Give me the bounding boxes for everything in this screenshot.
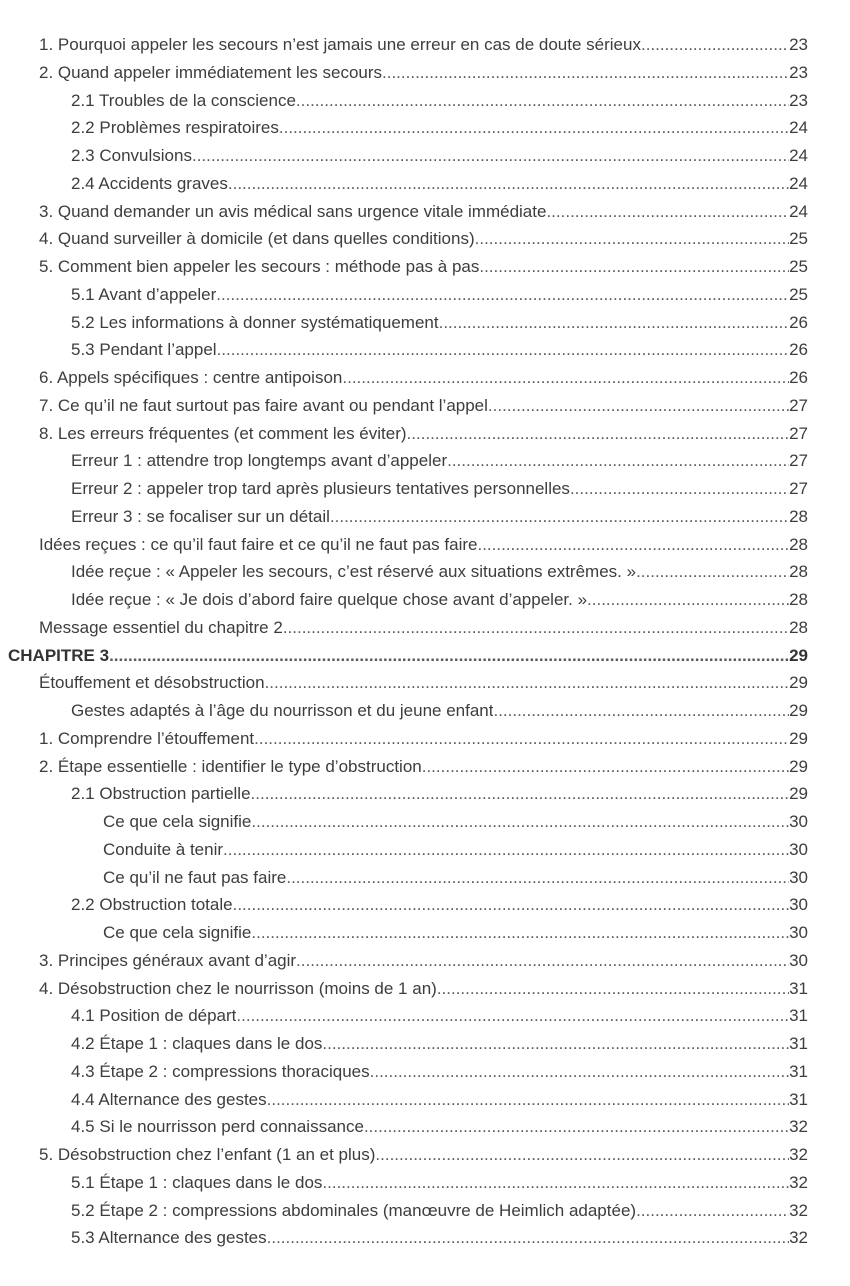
toc-entry[interactable] <box>0 198 850 226</box>
toc-entry-title: 3. Quand demander un avis médical sans urgence vitale immédiate <box>39 201 547 221</box>
toc-entry-title: 5. Désobstruction chez l’enfant (1 an et plus) <box>39 1145 376 1164</box>
toc-entry-title: 5.3 Pendant l’appel <box>71 340 217 360</box>
toc-entry[interactable] <box>0 87 850 115</box>
dot-leader <box>283 614 789 642</box>
dot-leader <box>251 919 789 947</box>
dot-leader <box>296 87 789 115</box>
toc-entry-title: 5.2 Étape 2 : compressions abdominales (manœuvre de Heimlich adaptée) <box>71 1200 637 1220</box>
toc-entry-page-number: 30 <box>789 812 808 831</box>
dot-leader <box>216 281 789 309</box>
toc-entry[interactable] <box>0 170 850 198</box>
dot-leader <box>587 586 789 614</box>
toc-entry-page-number: 31 <box>789 1006 808 1026</box>
toc-entry-title: Gestes adaptés à l’âge du nourrisson et du jeune enfant <box>71 701 494 720</box>
toc-entry-page-number: 32 <box>789 1200 808 1220</box>
toc-entry[interactable] <box>0 1113 850 1141</box>
toc-entry-title: 5.2 Les informations à donner systématiquement <box>71 312 439 332</box>
toc-entry-title: 2.2 Obstruction totale <box>71 895 233 915</box>
toc-entry-page-number: 28 <box>789 562 808 582</box>
toc-entry-page-number: 30 <box>789 950 808 970</box>
toc-entry-page-number: 24 <box>789 173 808 193</box>
dot-leader <box>370 1058 789 1086</box>
toc-entry-title: 2. Étape essentielle : identifier le type d’obstruction <box>39 756 422 776</box>
toc-entry-page-number: 31 <box>789 978 808 998</box>
toc-entry-page-number: 25 <box>789 284 808 304</box>
toc-entry[interactable] <box>0 725 850 753</box>
dot-leader <box>296 947 789 975</box>
dot-leader <box>641 31 789 59</box>
toc-entry-page-number: 32 <box>789 1228 808 1248</box>
toc-entry-title: 5.1 Avant d’appeler <box>71 284 217 304</box>
toc-entry-page-number: 24 <box>789 201 808 221</box>
dot-leader <box>636 1197 789 1225</box>
toc-entry-title: Idées reçues : ce qu’il faut faire et ce qu’il ne faut pas faire <box>39 534 478 554</box>
toc-entry-title: Erreur 1 : attendre trop longtemps avant d’appeler <box>71 451 448 471</box>
toc-chapter-heading[interactable] <box>0 642 850 670</box>
dot-leader <box>570 475 789 503</box>
dot-leader <box>330 503 789 531</box>
dot-leader <box>322 1169 789 1197</box>
toc-entry-page-number: 31 <box>789 1034 808 1053</box>
toc-entry[interactable] <box>0 364 850 392</box>
toc-entry-page-number: 32 <box>789 1172 808 1192</box>
toc-entry[interactable] <box>0 503 850 531</box>
dot-leader <box>342 364 789 392</box>
toc-entry-page-number: 26 <box>789 340 808 360</box>
toc-entry[interactable] <box>0 753 850 781</box>
dot-leader <box>322 1030 789 1058</box>
dot-leader <box>364 1113 789 1141</box>
toc-entry[interactable] <box>0 891 850 919</box>
toc-entry[interactable] <box>0 697 850 725</box>
toc-entry-title: 4.5 Si le nourrisson perd connaissance <box>71 1117 364 1137</box>
toc-entry-title: Idée reçue : « Je dois d’abord faire quelque chose avant d’appeler. » <box>71 590 588 609</box>
toc-entry-title: Idée reçue : « Appeler les secours, c’est réservé aux situations extrêmes. » <box>71 562 637 582</box>
toc-entry-title: 8. Les erreurs fréquentes (et comment les éviter) <box>39 423 407 443</box>
dot-leader <box>437 975 789 1003</box>
toc-entry[interactable] <box>0 309 850 337</box>
toc-entry[interactable] <box>0 864 850 892</box>
dot-leader <box>279 114 789 142</box>
dot-leader <box>233 891 789 919</box>
toc-entry[interactable] <box>0 531 850 559</box>
toc-entry[interactable] <box>0 586 850 614</box>
dot-leader <box>236 1002 789 1030</box>
toc-entry-title: 2.3 Convulsions <box>71 146 192 165</box>
toc-entry-page-number: 29 <box>789 701 808 720</box>
toc-entry-title: 2.1 Obstruction partielle <box>71 784 251 804</box>
toc-entry-title: 4.3 Étape 2 : compressions thoraciques <box>71 1061 370 1081</box>
toc-entry-title: 1. Comprendre l’étouffement <box>39 728 255 748</box>
toc-entry[interactable] <box>0 1058 850 1086</box>
toc-entry[interactable] <box>0 919 850 947</box>
toc-entry-page-number: 23 <box>789 35 808 54</box>
toc-entry-page-number: 23 <box>789 90 808 110</box>
dot-leader <box>477 531 789 559</box>
toc-entry-page-number: 30 <box>789 895 808 915</box>
toc-entry[interactable] <box>0 975 850 1003</box>
dot-leader <box>286 864 789 892</box>
dot-leader <box>475 225 789 253</box>
toc-entry-page-number: 24 <box>789 118 808 138</box>
toc-entry-title: 4. Quand surveiller à domicile (et dans quelles conditions) <box>39 229 475 249</box>
toc-entry-page-number: 26 <box>789 368 808 387</box>
toc-entry-page-number: 28 <box>789 590 808 609</box>
toc-entry[interactable] <box>0 947 850 975</box>
dot-leader <box>251 808 789 836</box>
dot-leader <box>488 392 789 420</box>
toc-entry[interactable] <box>0 142 850 170</box>
toc-entry[interactable] <box>0 836 850 864</box>
toc-entry-page-number: 27 <box>789 451 808 471</box>
toc-entry-title: Erreur 2 : appeler trop tard après plusieurs tentatives personnelles <box>71 479 570 498</box>
toc-entry-title: 4.4 Alternance des gestes <box>71 1089 267 1109</box>
toc-entry[interactable] <box>0 1086 850 1114</box>
toc-entry[interactable] <box>0 558 850 586</box>
toc-entry-title: 3. Principes généraux avant d’agir <box>39 950 297 970</box>
dot-leader <box>254 725 789 753</box>
toc-entry-title: Étouffement et désobstruction <box>39 673 265 693</box>
toc-entry-page-number: 23 <box>789 62 808 82</box>
toc-entry-page-number: 28 <box>789 534 808 554</box>
toc-entry-title: 4. Désobstruction chez le nourrisson (moins de 1 an) <box>39 978 437 998</box>
toc-entry[interactable] <box>0 114 850 142</box>
dot-leader <box>228 170 789 198</box>
toc-entry-title: 4.2 Étape 1 : claques dans le dos <box>71 1034 323 1053</box>
toc-entry-page-number: 27 <box>789 423 808 443</box>
toc-entry-title: Ce que cela signifie <box>103 812 252 831</box>
dot-leader <box>192 142 789 170</box>
dot-leader <box>109 642 789 670</box>
toc-entry[interactable] <box>0 253 850 281</box>
toc-entry-page-number: 29 <box>789 756 808 776</box>
toc-entry[interactable] <box>0 1169 850 1197</box>
toc-entry[interactable] <box>0 1002 850 1030</box>
dot-leader <box>267 1224 789 1252</box>
dot-leader <box>251 780 790 808</box>
toc-entry-page-number: 29 <box>789 645 808 665</box>
toc-entry-page-number: 29 <box>789 728 808 748</box>
toc-entry[interactable] <box>0 1197 850 1225</box>
toc-entry-page-number: 32 <box>789 1145 808 1164</box>
dot-leader <box>265 669 790 697</box>
toc-entry-title: 2.4 Accidents graves <box>71 173 228 193</box>
toc-entry[interactable] <box>0 614 850 642</box>
toc-entry[interactable] <box>0 475 850 503</box>
toc-entry-title: Ce que cela signifie <box>103 923 252 942</box>
toc-entry-page-number: 31 <box>789 1089 808 1109</box>
toc-entry[interactable] <box>0 281 850 309</box>
toc-entry[interactable] <box>0 1141 850 1169</box>
toc-entry-page-number: 32 <box>789 1117 808 1137</box>
dot-leader <box>493 697 789 725</box>
toc-entry-title: 6. Appels spécifiques : centre antipoison <box>39 368 343 387</box>
toc-entry[interactable] <box>0 31 850 59</box>
toc-entry-title: 4.1 Position de départ <box>71 1006 237 1026</box>
toc-entry-page-number: 30 <box>789 839 808 859</box>
dot-leader <box>217 336 790 364</box>
toc-entry[interactable] <box>0 808 850 836</box>
toc-entry-page-number: 28 <box>789 617 808 637</box>
dot-leader <box>382 59 789 87</box>
toc-entry-title: 2.1 Troubles de la conscience <box>71 90 296 110</box>
toc-entry-page-number: 27 <box>789 395 808 415</box>
toc-entry-title: 5. Comment bien appeler les secours : méthode pas à pas <box>39 257 480 276</box>
dot-leader <box>267 1086 789 1114</box>
dot-leader <box>479 253 789 281</box>
toc-entry-title: 5.3 Alternance des gestes <box>71 1228 267 1248</box>
toc-entry-page-number: 26 <box>789 312 808 332</box>
toc-entry[interactable] <box>0 59 850 87</box>
toc-entry-title: Erreur 3 : se focaliser sur un détail <box>71 506 330 526</box>
dot-leader <box>636 558 789 586</box>
dot-leader <box>447 447 789 475</box>
toc-entry-page-number: 31 <box>789 1061 808 1081</box>
toc-entry[interactable] <box>0 1224 850 1252</box>
toc-entry-title: 7. Ce qu’il ne faut surtout pas faire avant ou pendant l’appel <box>39 395 488 415</box>
toc-entry-page-number: 25 <box>789 229 808 249</box>
toc-entry[interactable] <box>0 447 850 475</box>
toc-entry[interactable] <box>0 225 850 253</box>
toc-entry-page-number: 24 <box>789 146 808 165</box>
toc-entry-title: 2. Quand appeler immédiatement les secours <box>39 62 383 82</box>
toc-entry[interactable] <box>0 1030 850 1058</box>
toc-entry-page-number: 30 <box>789 867 808 887</box>
dot-leader <box>439 309 789 337</box>
toc-entry-page-number: 27 <box>789 479 808 498</box>
toc-entry-title: Conduite à tenir <box>103 839 224 859</box>
table-of-contents <box>0 31 850 1252</box>
toc-entry[interactable] <box>0 780 850 808</box>
toc-entry[interactable] <box>0 420 850 448</box>
toc-entry-title: 1. Pourquoi appeler les secours n’est jamais une erreur en cas de doute sérieux <box>39 35 641 54</box>
toc-entry-page-number: 25 <box>789 257 808 276</box>
toc-entry-title: 5.1 Étape 1 : claques dans le dos <box>71 1172 323 1192</box>
toc-entry-page-number: 28 <box>789 506 808 526</box>
toc-entry-page-number: 30 <box>789 923 808 942</box>
toc-entry-title: CHAPITRE 3 <box>8 645 110 665</box>
dot-leader <box>223 836 789 864</box>
toc-entry[interactable] <box>0 392 850 420</box>
dot-leader <box>546 198 789 226</box>
dot-leader <box>375 1141 789 1169</box>
toc-entry[interactable] <box>0 669 850 697</box>
toc-entry-title: 2.2 Problèmes respiratoires <box>71 118 279 138</box>
dot-leader <box>422 753 789 781</box>
toc-entry-title: Ce qu’il ne faut pas faire <box>103 867 287 887</box>
toc-entry-page-number: 29 <box>789 784 808 804</box>
dot-leader <box>407 420 790 448</box>
toc-entry-page-number: 29 <box>789 673 808 693</box>
toc-entry[interactable] <box>0 336 850 364</box>
toc-entry-title: Message essentiel du chapitre 2 <box>39 617 283 637</box>
